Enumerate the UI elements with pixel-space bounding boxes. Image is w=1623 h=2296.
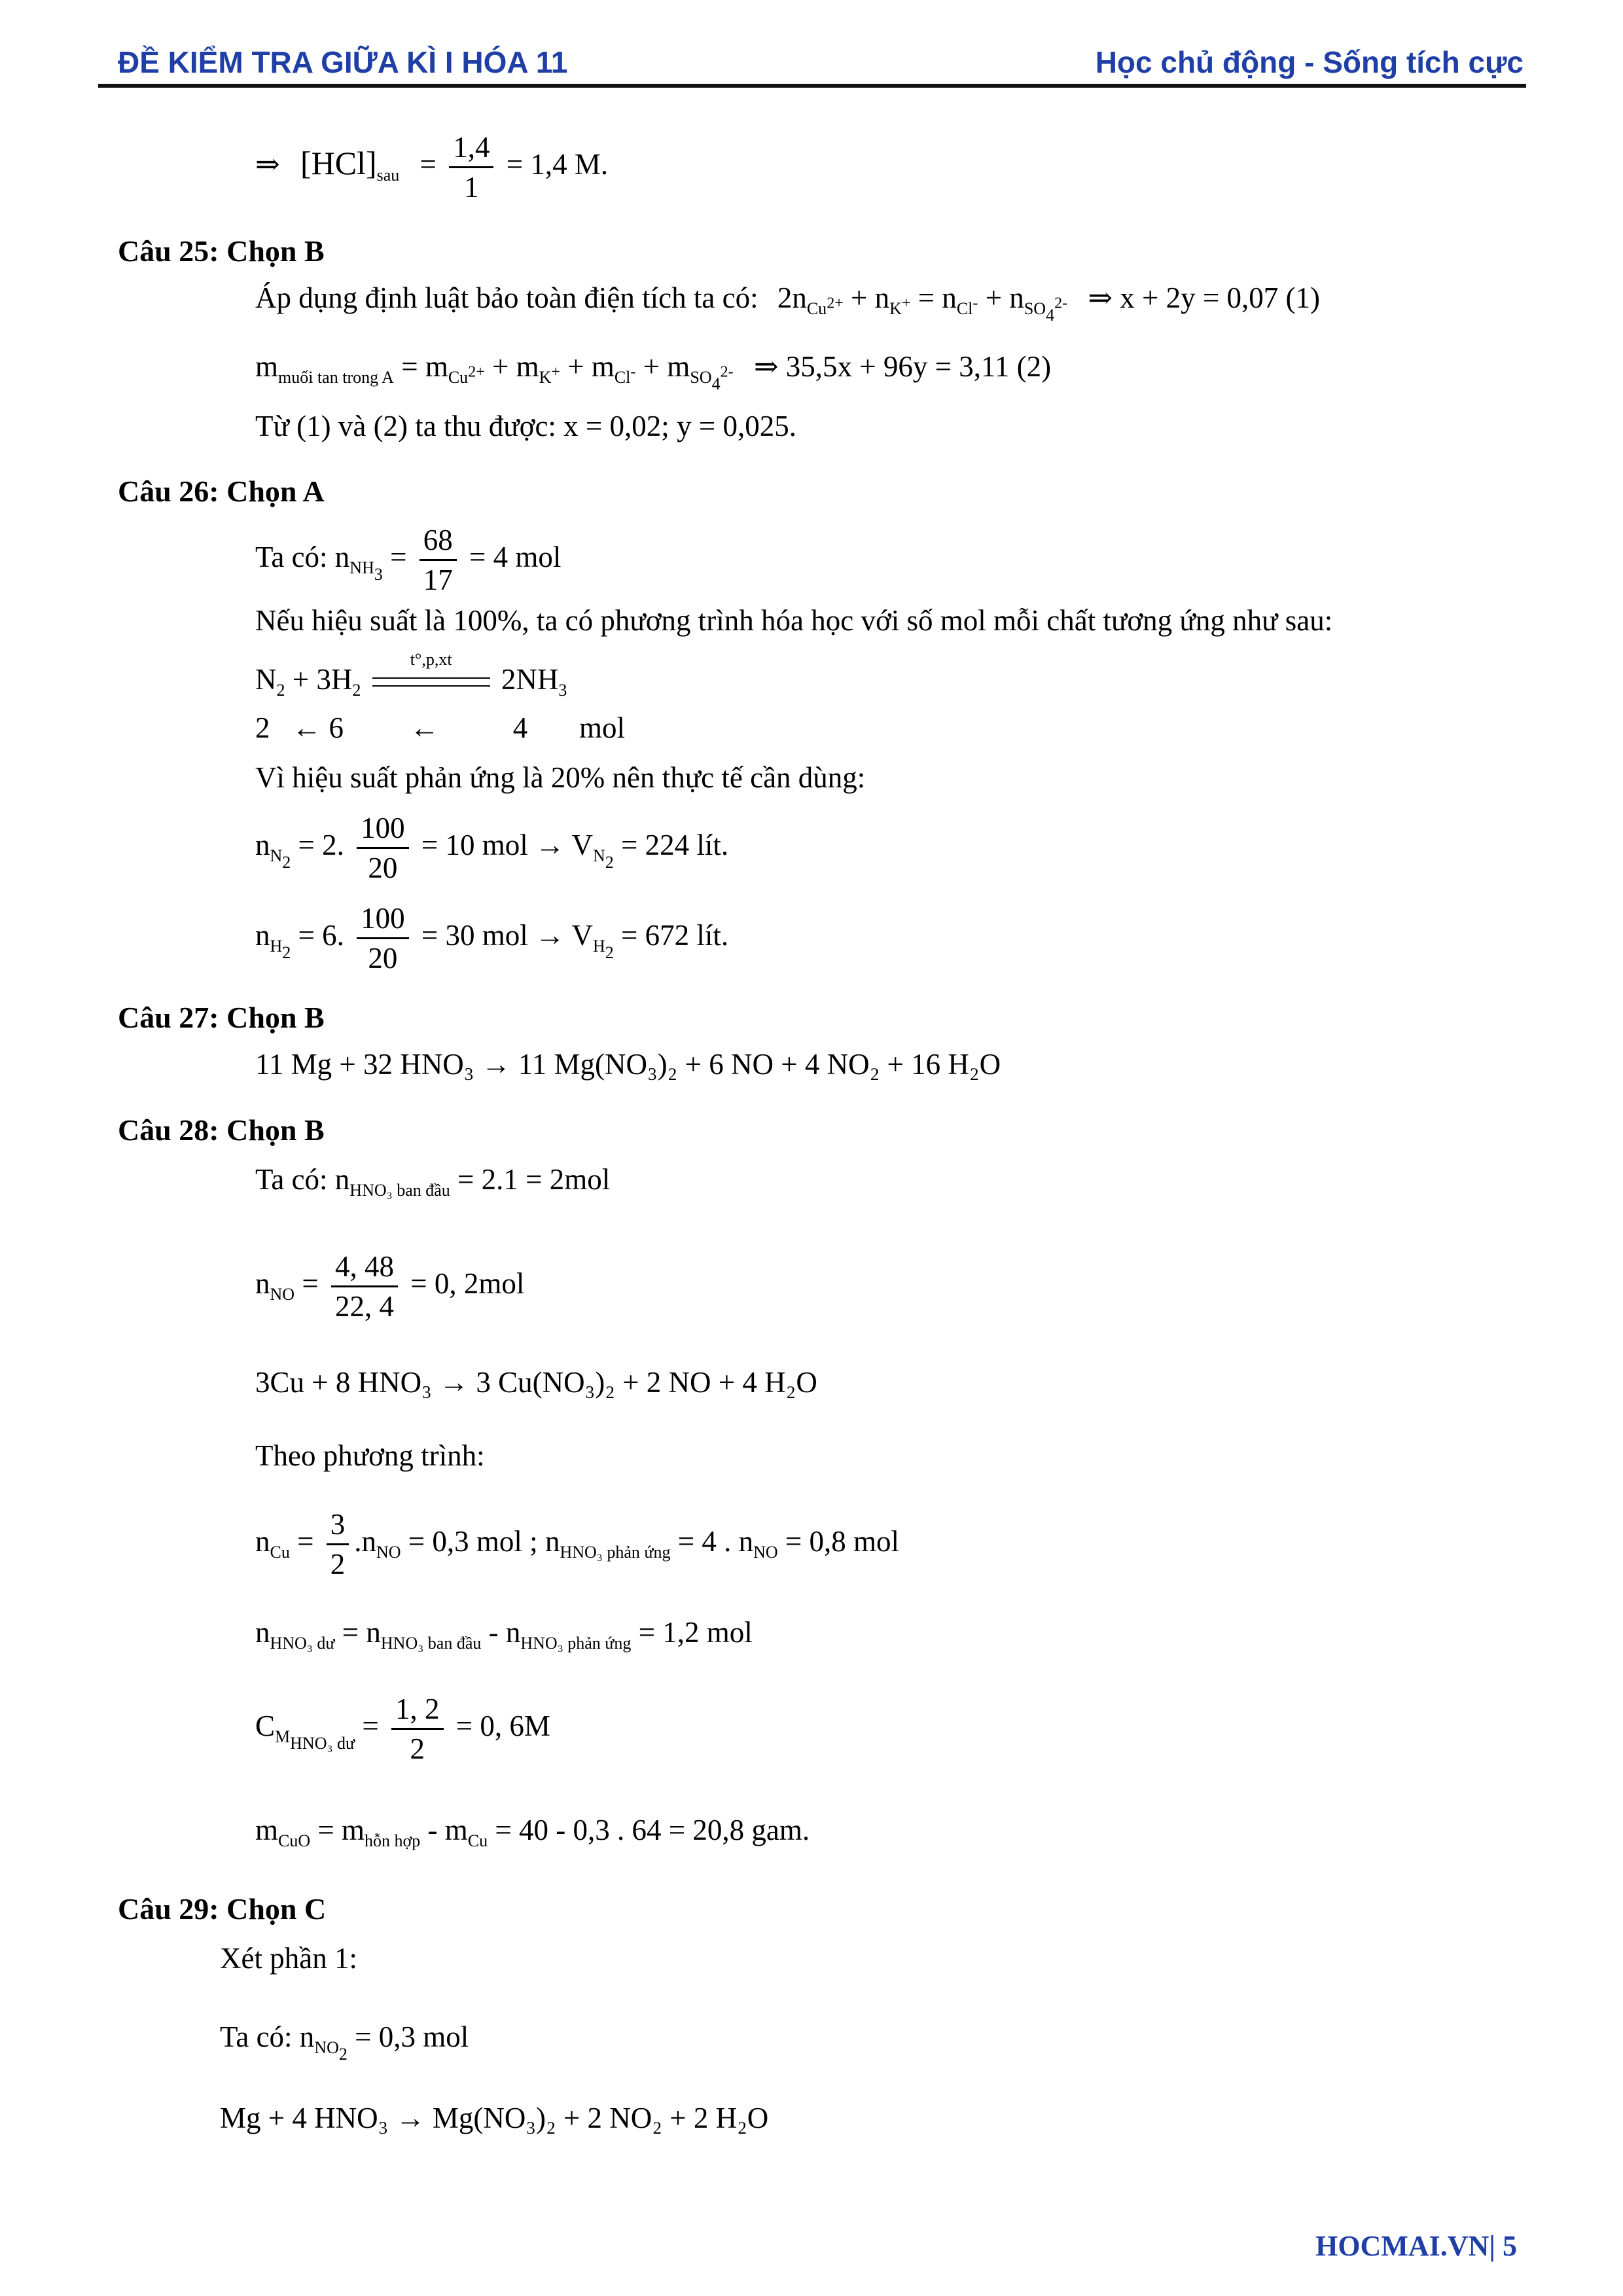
q26-n2-fraction: $\frac{100}{20}$ [357, 809, 409, 887]
q27-equation: 11 Mg + 32 HNO₃ → 11 Mg(NO₃)₂ + 6 NO + 4 NO₂ + 16 H₂O [255, 1048, 1001, 1081]
hcl-result-line [255, 128, 608, 206]
q28-mass-line: $m_{CuO} = m_{hỗn hợp} - m_{Cu} = 40 - 0,3$ . 64 = 20,8 gam. [255, 1814, 810, 1850]
q28-cu-fraction: $\frac{3}{2}$ [327, 1505, 349, 1583]
q26-line4: Vì hiệu suất phản ứng là 20% nên thực tế cần dùng: [255, 761, 866, 794]
q28-equation: 3Cu + 8 HNO₃ → 3 Cu(NO₃)₂ + 2 NO + 4 H₂O [255, 1366, 817, 1399]
q28-theo: Theo phương trình: [255, 1439, 485, 1472]
q28-ncu-line: $n_{Cu}$ = $\frac{3}{2}$ $.n_{NO} = 0,3$ mol ; $n_{HNO_3 phản ứng} = 4$ . $n_{NO} = 0,8$ mol [255, 1505, 899, 1583]
q26-nh3-line: Ta có: $n_{NH_3}$ = $\frac{68}{17}$ = 4 mol [255, 521, 561, 599]
q26-line2: Nếu hiệu suất là 100%, ta có phương trình hóa học với số mol mỗi chất tương ứng như sau: [255, 604, 1333, 637]
q26-nh3-fraction: $\frac{68}{17}$ [419, 521, 457, 599]
equals: = [419, 147, 437, 181]
q28-cm-fraction: $\frac{1, 2}{2}$ [391, 1690, 444, 1768]
hcl-sub: sau [376, 165, 400, 185]
header-right: Học chủ động - Sống tích cực [1095, 45, 1524, 79]
footer-page: HOCMAI.VN| 5 [1315, 2230, 1517, 2262]
question-27-title: Câu 27: Chọn B [118, 1001, 325, 1034]
q25-line1: Áp dụng định luật bảo toàn điện tích ta có: $2n_{Cu^{2+}} + n_{K^+} = n_{Cl^-} + n_{SO_4^{2-}}$ ⇒ x + 2y = 0,07 (1) [255, 281, 1320, 325]
q26-moles: 2 ← 6 ← 4 mol [255, 711, 626, 744]
q28-cm-line: $C_{M_{HNO_3 dư}}$ = $\frac{1, 2}{2}$ = 0, 6M [255, 1690, 550, 1768]
hcl-fraction: $\frac{1,4}{1}$ [449, 128, 493, 206]
q28-line1: Ta có: $n_{HNO_3 ban đầu} = 2.1 = 2mol$ [255, 1163, 611, 1200]
q26-h2-line: $n_{H_2} = 6$. $\frac{100}{20}$ = 30 mol → $V_{H_2} = 672$ lít. [255, 899, 728, 977]
q26-equation: $N_2 + 3H_2$ t°,p,xt $2NH_3$ [255, 649, 567, 700]
q29-line1: Xét phần 1: [220, 1942, 357, 1975]
question-26-title: Câu 26: Chọn A [118, 475, 325, 508]
q29-line2: Ta có: $n_{NO_2} = 0,3$ mol [220, 2020, 469, 2064]
q25-line2: $m_{muối tan trong A} = m_{Cu^{2+}} + m_{K^+} + m_{Cl^-} + m_{SO_4^{2-}}$ ⇒ 35,5x + 96y = 3,11 (2) [255, 350, 1052, 393]
q28-no-fraction: $\frac{4, 48}{22, 4}$ [331, 1247, 398, 1325]
question-25-title: Câu 25: Chọn B [118, 234, 325, 268]
hcl-value: = 1,4 M. [506, 147, 609, 181]
q25-line3: Từ (1) và (2) ta thu được: x = 0,02; y = 0,025. [255, 410, 796, 442]
q29-equation: Mg + 4 HNO₃ → Mg(NO₃)₂ + 2 NO₂ + 2 H₂O [220, 2102, 769, 2134]
implies-symbol: ⇒ [255, 147, 280, 181]
question-28-title: Câu 28: Chọn B [118, 1113, 325, 1147]
q28-du-line: $n_{HNO_3 dư} = n_{HNO_3 ban đầu} - n_{HNO_3 phản ứng} = 1,2$ mol [255, 1616, 753, 1653]
q26-h2-fraction: $\frac{100}{20}$ [357, 899, 409, 977]
reversible-arrow: t°,p,xt [372, 670, 490, 696]
hcl-bracket: [HCl] [300, 144, 377, 181]
question-29-title: Câu 29: Chọn C [118, 1892, 327, 1926]
q28-nno-line: $n_{NO}$ = $\frac{4, 48}{22, 4}$ = 0, 2mol [255, 1247, 524, 1325]
header-rule [98, 84, 1526, 88]
header-left: ĐỀ KIỂM TRA GIỮA KÌ I HÓA 11 [118, 45, 568, 79]
q26-n2-line: $n_{N_2} = 2$. $\frac{100}{20}$ = 10 mol → $V_{N_2} = 224$ lít. [255, 809, 728, 887]
